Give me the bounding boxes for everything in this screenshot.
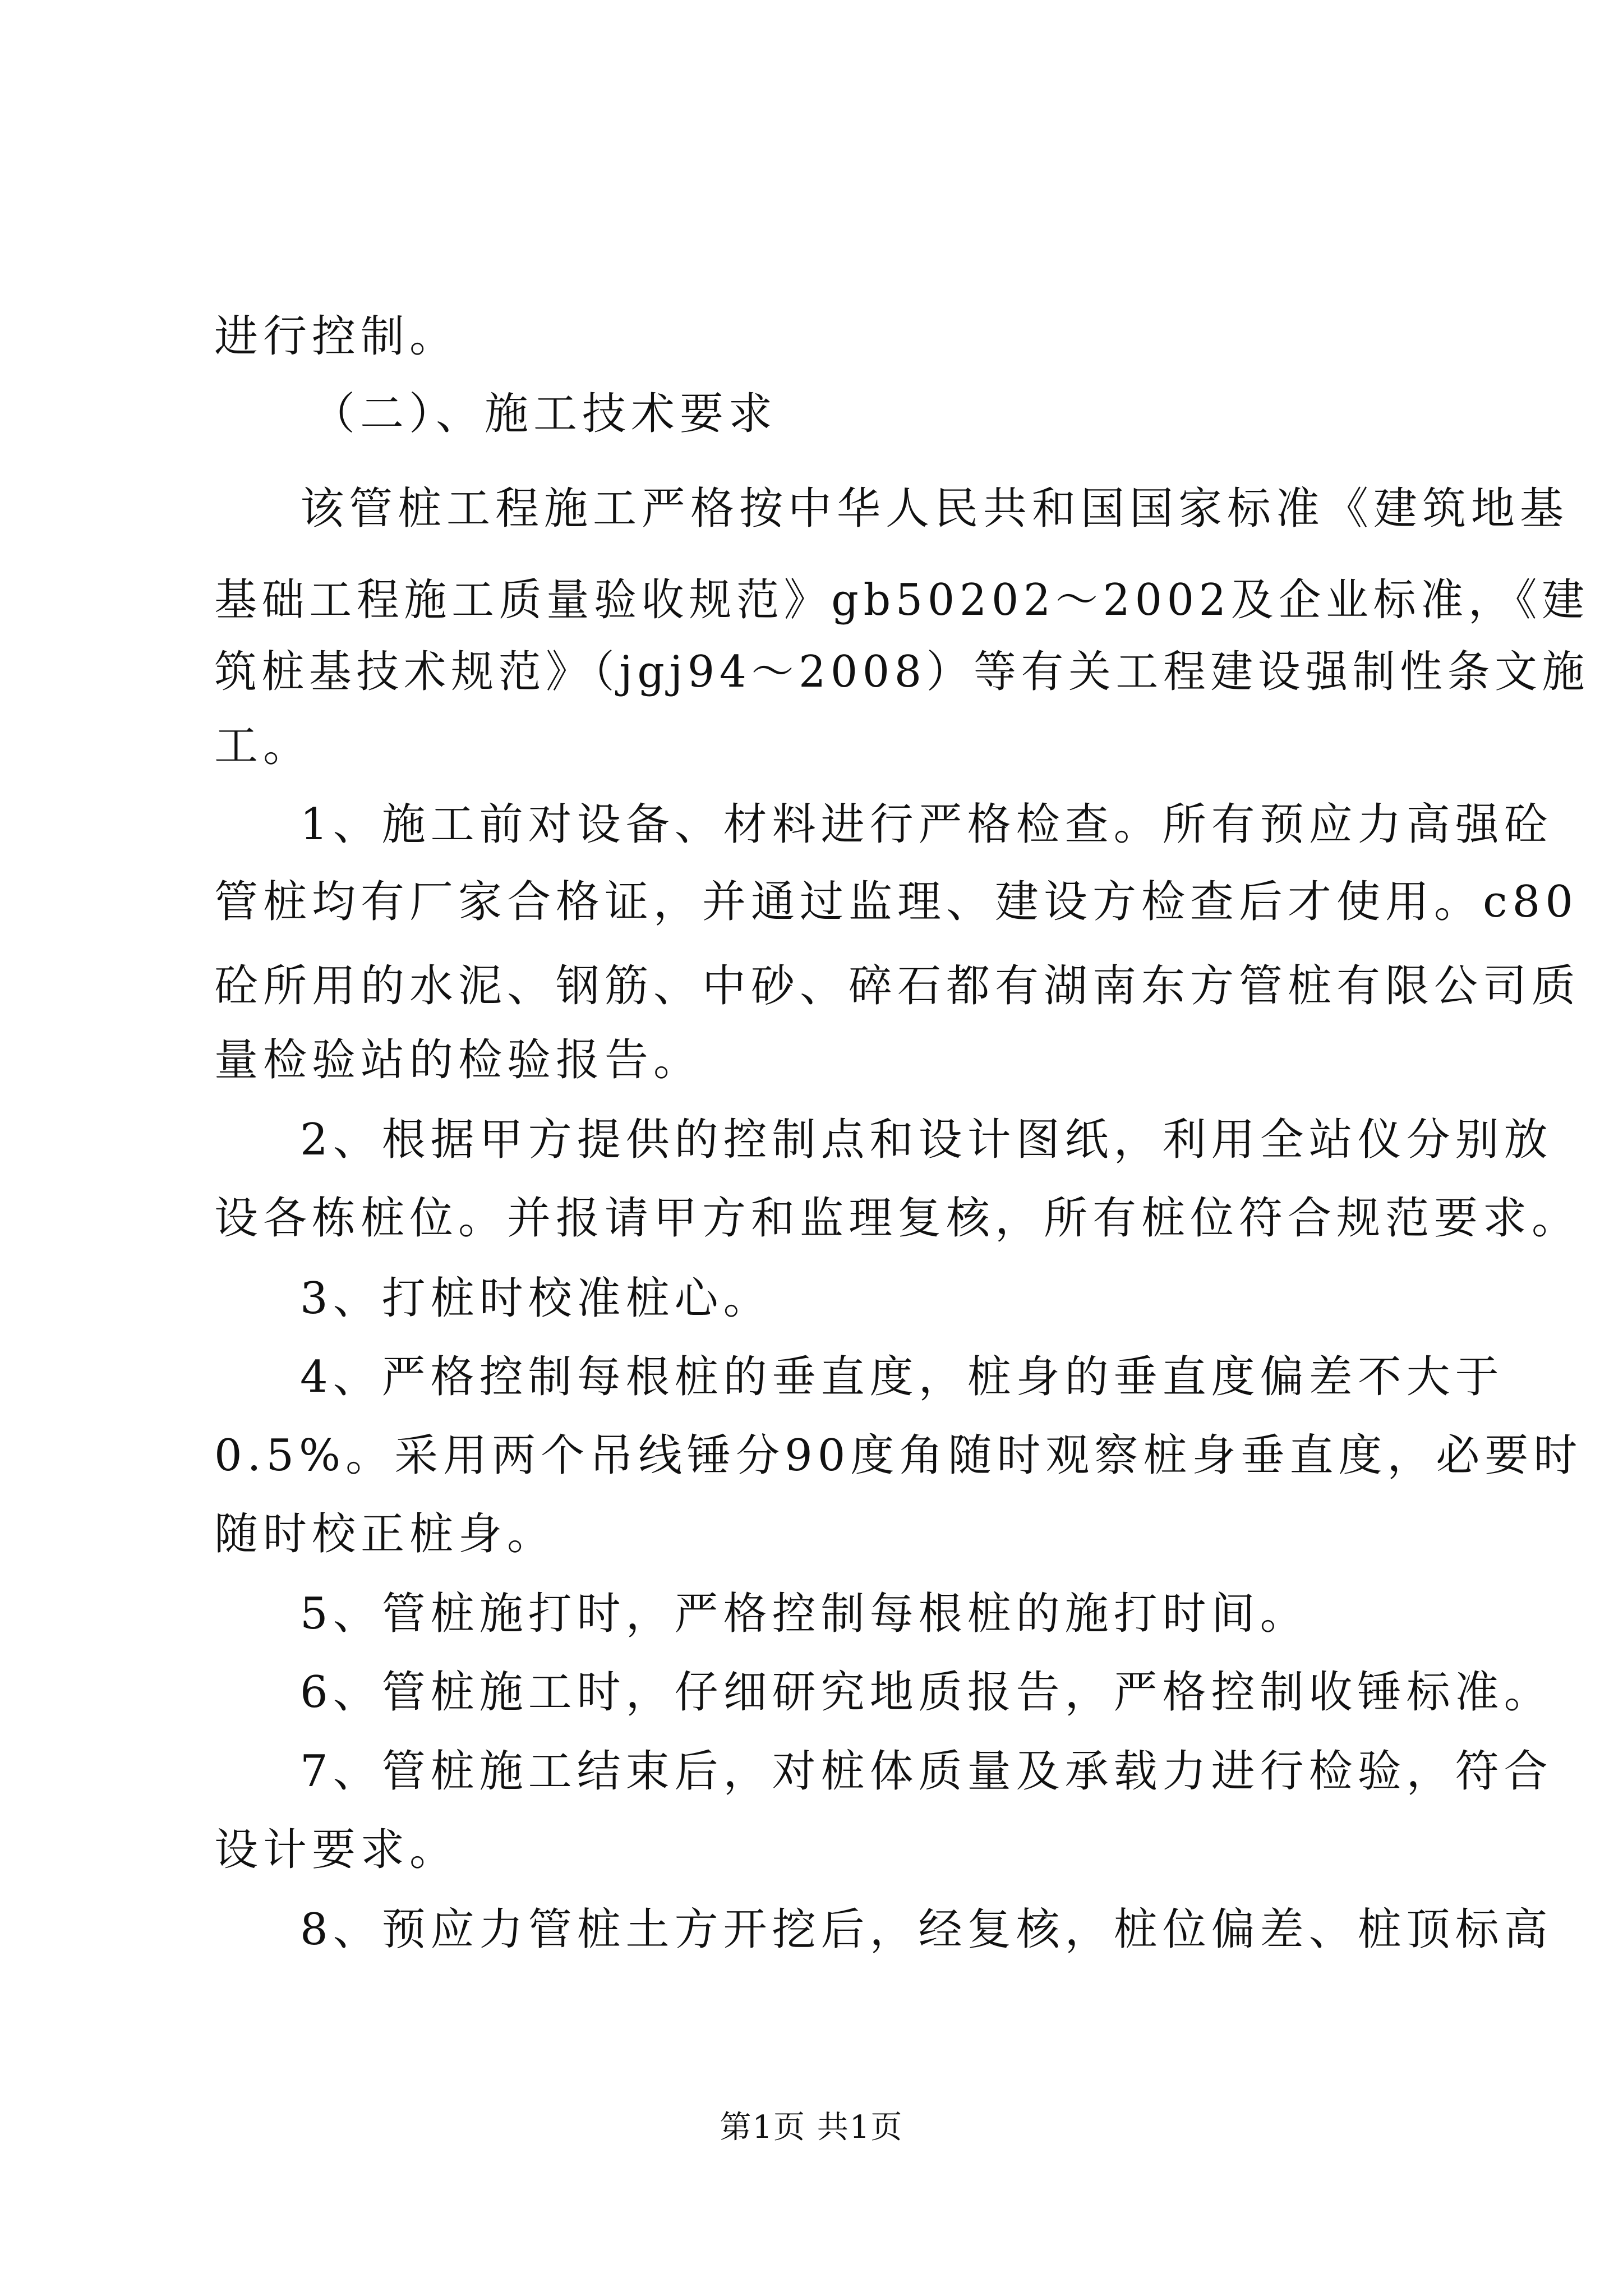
text-line-6: 工。 [214,721,312,771]
page-footer: 第1页 共1页 [720,2109,903,2146]
text-line-8: 管桩均有厂家合格证，并通过监理、建设方检查后才使用。c80 [214,877,1578,927]
text-line-20: 设计要求。 [214,1825,459,1875]
text-line-14: 4、严格控制每根桩的垂直度，桩身的垂直度偏差不大于 [300,1352,1504,1402]
text-line-9: 砼所用的水泥、钢筋、中砂、碎石都有湖南东方管桩有限公司质 [214,961,1581,1011]
text-line-16: 随时校正桩身。 [214,1509,556,1559]
text-line-3: 该管桩工程施工严格按中华人民共和国国家标准《建筑地基 [300,484,1569,534]
text-line-4: 基础工程施工质量验收规范》gb50202～2002及企业标准，《建 [214,575,1589,625]
text-line-18: 6、管桩施工时，仔细研究地质报告，严格控制收锤标准。 [300,1667,1553,1718]
section-heading: （二）、施工技术要求 [311,389,778,439]
text-line-5: 筑桩基技术规范》（jgj94～2008）等有关工程建设强制性条文施 [214,647,1590,697]
text-line-15: 0.5%。采用两个吊线锤分90度角随时观察桩身垂直度，必要时 [214,1430,1583,1481]
text-line-12: 设各栋桩位。并报请甲方和监理复核，所有桩位符合规范要求。 [214,1193,1581,1244]
text-line-19: 7、管桩施工结束后，对桩体质量及承载力进行检验，符合 [300,1746,1553,1797]
text-line-17: 5、管桩施打时，严格控制每根桩的施打时间。 [300,1589,1309,1639]
text-line-10: 量检验站的检验报告。 [214,1035,703,1085]
text-line-21: 8、预应力管桩土方开挖后，经复核，桩位偏差、桩顶标高 [300,1904,1553,1955]
text-line-13: 3、打桩时校准桩心。 [300,1273,772,1324]
text-line-1: 进行控制。 [214,311,459,362]
text-line-11: 2、根据甲方提供的控制点和设计图纸，利用全站仪分别放 [300,1115,1553,1165]
text-line-7: 1、施工前对设备、材料进行严格检查。所有预应力高强砼 [300,799,1553,850]
